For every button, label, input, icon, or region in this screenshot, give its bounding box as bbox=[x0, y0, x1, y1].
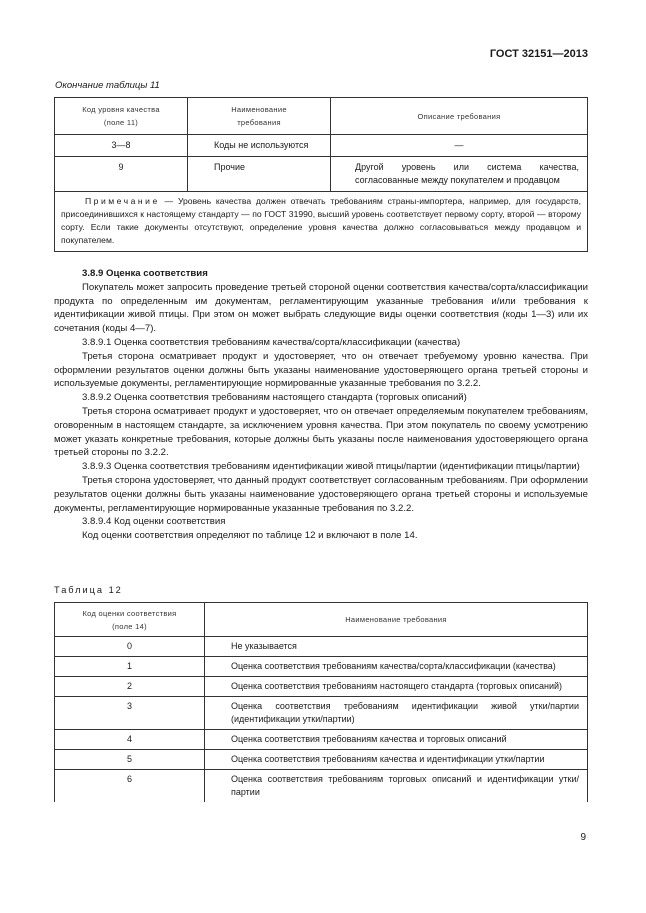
section-3-8-9 bbox=[54, 267, 588, 543]
paragraph: 3.8.9.2 Оценка соответствия требованиям настоящего стандарта (торговых описаний) bbox=[82, 392, 467, 404]
table-cell-desc: — bbox=[331, 135, 588, 157]
column-header-desc bbox=[331, 98, 588, 135]
paragraph: Третья сторона удостоверяет, что данный продукт соответствует согласованным требованиям. При оформлении результатов оценки должны быть указаны наименование удостоверяющего органа третьей стороны и используемые документы, регламентирующие нормированные указанные требования по 3.2.2. bbox=[54, 474, 588, 514]
section-heading: 3.8.9 Оценка соответствия bbox=[82, 268, 208, 279]
table-cell-name: Оценка соответствия требованиям качества и идентификации утки/партии bbox=[205, 750, 588, 770]
table12-caption: Таблица 12 bbox=[54, 585, 123, 595]
column-header-name-label: Наименование требования bbox=[345, 615, 447, 624]
table-row bbox=[55, 730, 588, 750]
column-header-code bbox=[55, 603, 205, 637]
table-cell-name: Оценка соответствия требованиям торговых описаний и идентификации утки/партии bbox=[205, 770, 588, 803]
note-label: Примечание bbox=[85, 196, 160, 206]
table-cell-code: 3 bbox=[55, 697, 205, 730]
table-row bbox=[55, 677, 588, 697]
table-row bbox=[55, 637, 588, 657]
table11-caption: Окончание таблицы 11 bbox=[55, 80, 160, 91]
table-cell-code: 6 bbox=[55, 770, 205, 803]
table-cell-code: 3—8 bbox=[55, 135, 188, 157]
paragraph: 3.8.9.1 Оценка соответствия требованиям качества/сорта/классификации (качества) bbox=[82, 336, 461, 348]
paragraph: 3.8.9.4 Код оценки соответствия bbox=[82, 516, 226, 528]
paragraph: Третья сторона осматривает продукт и удостоверяет, что он отвечает требуемому уровню качества. При оформлении результатов оценки должны быть указаны наименование удостоверяющего органа третьей стороны и используемые документы, регламентирующие нормированные указанные требования по 3.2.2. bbox=[54, 350, 588, 390]
table-cell-name: Не указывается bbox=[205, 637, 588, 657]
table-row bbox=[55, 157, 588, 192]
table-cell-code: 4 bbox=[55, 730, 205, 750]
table-cell-name: Оценка соответствия требованиям качества и торговых описаний bbox=[205, 730, 588, 750]
table-cell-code: 1 bbox=[55, 657, 205, 677]
standard-header: ГОСТ 32151—2013 bbox=[489, 48, 588, 60]
table-header-row bbox=[55, 98, 588, 135]
table-row bbox=[55, 697, 588, 730]
column-header-code-label: Код оценки соответствия (поле 14) bbox=[82, 608, 177, 631]
paragraph: 3.8.9.3 Оценка соответствия требованиям идентификации живой птицы/партии (идентификации птицы/партии) bbox=[82, 461, 580, 473]
table-cell-code: 9 bbox=[55, 157, 188, 192]
table-cell-code: 2 bbox=[55, 677, 205, 697]
column-header-code-label: Код уровня качества (поле 11) bbox=[82, 105, 160, 127]
table-row bbox=[55, 750, 588, 770]
table-row bbox=[55, 657, 588, 677]
table-note-row bbox=[55, 192, 588, 252]
paragraph: Третья сторона осматривает продукт и удостоверяет, что он отвечает определяемым покупателем требованиям, оговоренным в настоящем стандарте, за исключением уровня качества. При этом покупатель по своему усмотрению может указать конкретные требования, которые должны быть указаны после наименования удостоверяющего органа третьей стороны по 3.2.2. bbox=[54, 405, 588, 459]
table-row bbox=[55, 770, 588, 803]
table-11 bbox=[54, 97, 588, 252]
table-row bbox=[55, 135, 588, 157]
paragraph: Покупатель может запросить проведение третьей стороной оценки соответствия качества/сорта/классификации продукта по определенным им документам, регламентирующим указанные требования и/или требования к идентификации живой птицы. При этом он может выбрать следующие виды оценки соответствия (коды 1—3) или их сочетания (коды 4—7). bbox=[54, 281, 588, 335]
table-header-row bbox=[55, 603, 588, 637]
table-cell-name: Оценка соответствия требованиям настоящего стандарта (торговых описаний) bbox=[205, 677, 588, 697]
table-cell-name: Коды не используются bbox=[188, 135, 331, 157]
paragraph: Код оценки соответствия определяют по таблице 12 и включают в поле 14. bbox=[82, 530, 418, 542]
table-12 bbox=[54, 602, 588, 802]
table-cell-name: Оценка соответствия требованиям качества/сорта/классификации (качества) bbox=[205, 657, 588, 677]
column-header-name bbox=[205, 603, 588, 637]
page-number: 9 bbox=[580, 832, 586, 843]
table-cell-name: Прочие bbox=[188, 157, 331, 192]
column-header-name bbox=[188, 98, 331, 135]
column-header-name-label: Наименование требования bbox=[231, 105, 287, 127]
column-header-code bbox=[55, 98, 188, 135]
table-cell-name: Оценка соответствия требованиям идентификации живой утки/партии (идентификации утки/партии) bbox=[205, 697, 588, 730]
table-cell-desc: Другой уровень или система качества, согласованные между покупателем и продавцом bbox=[331, 157, 588, 192]
table-cell-code: 0 bbox=[55, 637, 205, 657]
column-header-desc-label: Описание требования bbox=[417, 111, 501, 121]
table-cell-code: 5 bbox=[55, 750, 205, 770]
note-text: — Уровень качества должен отвечать требованиям страны-импортера, например, для государств, присоединившихся к настоящему стандарту — по ГОСТ 31990, высший уровень соответствует первому сорту, второй — второму сорту. Если такие документы отсутствуют, определение уровня качества должно согласовываться между продавцом и покупателем. bbox=[61, 196, 581, 245]
table-note bbox=[55, 192, 588, 252]
